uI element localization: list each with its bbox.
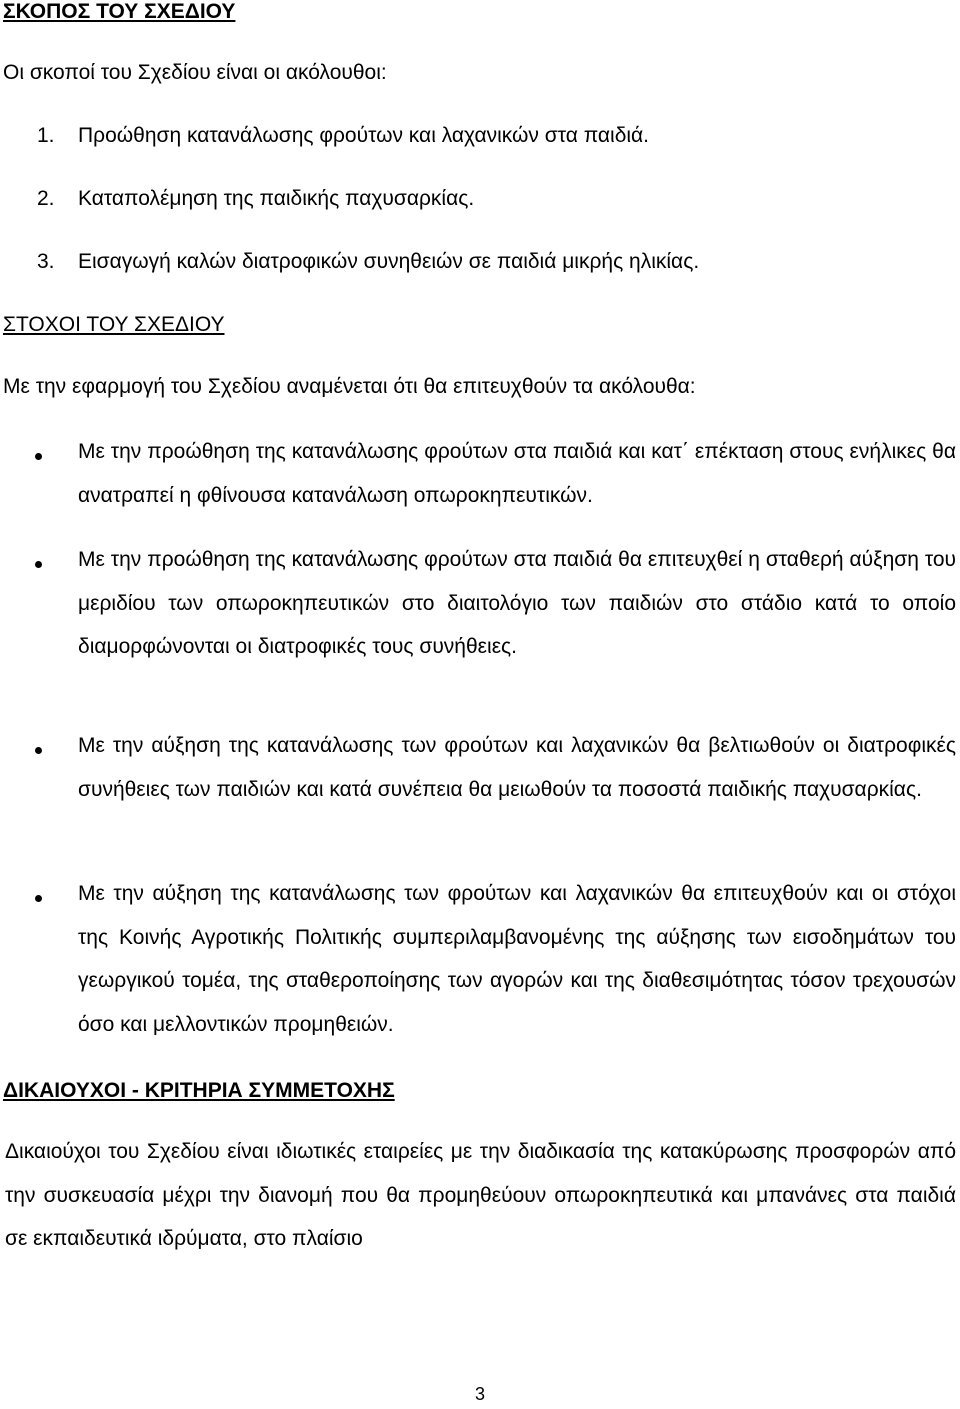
aims-intro: Οι σκοποί του Σχεδίου είναι οι ακόλουθοι:: [3, 61, 387, 84]
aims-item-number: 2.: [37, 187, 55, 210]
aims-item-text: Προώθηση κατανάλωσης φρούτων και λαχανικών στα παιδιά.: [78, 124, 650, 147]
goals-bullet-text: Με την προώθηση της κατανάλωσης φρούτων στα παιδιά θα επιτευχθεί η σταθερή αύξηση του μεριδίου των οπωροκηπευτικών στο διαιτολόγιο των παιδιών στο στάδιο κατά το οποίο διαμορφώνονται οι διατροφικές τους συνήθειες.: [78, 548, 956, 658]
page-number: 3: [474, 1384, 485, 1404]
goals-intro: Με την εφαρμογή του Σχεδίου αναμένεται ότι θα επιτευχθούν τα ακόλουθα:: [3, 375, 696, 398]
goals-bullet-text: Με την αύξηση της κατανάλωσης των φρούτων και λαχανικών θα βελτιωθούν οι διατροφικές συνήθειες των παιδιών και κατά συνέπεια θα μειωθούν τα ποσοστά παιδικής παχυσαρκίας.: [78, 734, 956, 801]
section-title-aims: ΣΚΟΠΟΣ ΤΟΥ ΣΧΕΔΙΟΥ: [3, 0, 236, 23]
goals-bullet-text: Με την προώθηση της κατανάλωσης φρούτων στα παιδιά και κατ΄ επέκταση στους ενήλικες θα ανατραπεί η φθίνουσα κατανάλωση οπωροκηπευτικών.: [78, 440, 956, 507]
bullet-icon: [35, 561, 42, 568]
beneficiaries-paragraph: Δικαιούχοι του Σχεδίου είναι ιδιωτικές εταιρείες με την διαδικασία της κατακύρωσης προσφορών από την συσκευασία μέχρι την διανομή που θα προμηθεύουν οπωροκηπευτικά και μπανάνες στα παιδιά σε εκπαιδευτικά ιδρύματα, στο πλαίσιο: [5, 1140, 956, 1250]
aims-item-number: 1.: [37, 124, 55, 147]
section-title-goals: ΣΤΟΧΟΙ ΤΟΥ ΣΧΕΔΙΟΥ: [3, 313, 225, 336]
aims-item-text: Εισαγωγή καλών διατροφικών συνηθειών σε παιδιά μικρής ηλικίας.: [78, 250, 700, 273]
aims-item-number: 3.: [37, 250, 55, 273]
bullet-icon: [35, 453, 42, 460]
bullet-icon: [35, 895, 42, 902]
section-title-beneficiaries: ΔΙΚΑΙΟΥΧΟΙ - ΚΡΙΤΗΡΙΑ ΣΥΜΜΕΤΟΧΗΣ: [3, 1079, 395, 1102]
aims-item-text: Καταπολέμηση της παιδικής παχυσαρκίας.: [78, 187, 475, 210]
bullet-icon: [35, 747, 42, 754]
goals-bullet-text: Με την αύξηση της κατανάλωσης των φρούτων και λαχανικών θα επιτευχθούν και οι στόχοι της Κοινής Αγροτικής Πολιτικής συμπεριλαμβανομένης της αύξησης των εισοδημάτων του γεωργικού τομέα, της σταθεροποίησης των αγορών και της διαθεσιμότητας τόσον τρεχουσών όσο και μελλοντικών προμηθειών.: [78, 882, 956, 1036]
